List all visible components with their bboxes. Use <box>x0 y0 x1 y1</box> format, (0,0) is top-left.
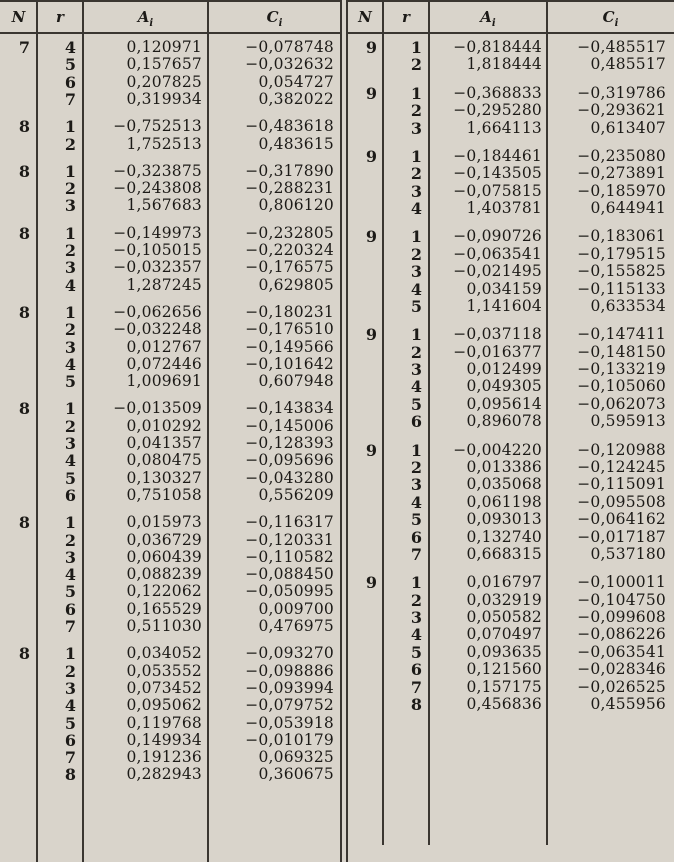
c-value: −0,053918 <box>245 713 334 732</box>
r-value: 2 <box>64 241 76 260</box>
r-value: 7 <box>410 677 422 697</box>
a-value: 0,012767 <box>126 337 202 356</box>
r-value: 5 <box>410 394 422 414</box>
c-value: −0,179515 <box>577 244 666 263</box>
r-value: 1 <box>64 644 76 664</box>
group-n: 9 <box>365 227 377 247</box>
a-value: 0,070497 <box>466 625 542 644</box>
r-value: 3 <box>410 608 422 627</box>
r-value: 3 <box>410 475 422 495</box>
r-value: 3 <box>410 262 422 282</box>
a-value: 0,093013 <box>466 510 542 529</box>
r-value: 3 <box>64 258 76 278</box>
group-n: 8 <box>18 161 30 181</box>
c-value: −0,317890 <box>245 161 334 180</box>
a-value: 0,034159 <box>466 279 542 298</box>
r-value: 1 <box>410 146 422 166</box>
r-value: 4 <box>410 625 422 645</box>
r-value: 2 <box>64 416 76 436</box>
c-value: −0,128393 <box>245 434 334 452</box>
c-value: −0,143834 <box>245 399 334 418</box>
c-value: −0,063541 <box>577 642 666 661</box>
a-value: 0,093635 <box>466 642 542 661</box>
a-value: 0,050582 <box>466 608 542 626</box>
header-a: $A_i$ <box>480 8 496 29</box>
a-value: 1,403781 <box>466 199 542 217</box>
group-n: 9 <box>365 325 377 345</box>
r-value: 4 <box>64 451 76 471</box>
a-value: 0,157657 <box>126 55 202 74</box>
c-value: −0,115091 <box>577 475 666 494</box>
r-value: 1 <box>64 223 76 243</box>
c-value: 0,613407 <box>590 118 666 137</box>
a-value: −0,243808 <box>113 179 202 198</box>
a-value: 0,668315 <box>466 544 542 563</box>
table-header-left <box>0 0 341 34</box>
c-value: 0,069325 <box>258 748 334 767</box>
group-n: 9 <box>365 38 377 57</box>
r-value: 2 <box>410 244 422 264</box>
r-value: 3 <box>64 547 76 567</box>
a-value: 0,119768 <box>126 713 202 732</box>
c-value: −0,155825 <box>577 262 666 281</box>
r-value: 5 <box>64 55 76 75</box>
a-value: 1,141604 <box>466 296 542 315</box>
c-value: 0,806120 <box>258 196 334 215</box>
a-value: −0,105015 <box>113 241 202 259</box>
c-value: −0,232805 <box>245 223 334 242</box>
c-value: −0,079752 <box>245 696 334 715</box>
r-value: 6 <box>64 730 76 750</box>
a-value: −0,032357 <box>113 258 202 277</box>
a-value: 0,073452 <box>126 678 202 697</box>
column-divider <box>340 0 342 862</box>
a-value: 0,034052 <box>126 644 202 663</box>
c-value: −0,032632 <box>245 55 334 74</box>
a-value: 0,751058 <box>126 485 202 504</box>
r-value: 1 <box>410 83 422 103</box>
c-value: −0,095696 <box>245 451 334 470</box>
c-value: −0,115133 <box>577 279 666 298</box>
header-a: $A_i$ <box>137 8 154 29</box>
r-value: 5 <box>64 468 76 488</box>
a-value: 0,095062 <box>126 696 202 715</box>
r-value: 8 <box>64 765 76 785</box>
header-n: N <box>358 8 372 26</box>
a-value: 1,664113 <box>466 118 542 137</box>
column-divider <box>346 0 348 862</box>
c-value: −0,099608 <box>577 608 666 626</box>
c-value: −0,088450 <box>245 565 334 584</box>
a-value: −0,063541 <box>453 244 542 263</box>
c-value: −0,180231 <box>245 302 334 321</box>
c-value: 0,054727 <box>258 72 334 91</box>
group-n: 9 <box>365 573 377 593</box>
c-value: −0,043280 <box>245 468 334 487</box>
r-value: 4 <box>410 377 422 397</box>
c-value: −0,116317 <box>245 513 334 532</box>
c-value: 0,382022 <box>258 89 334 108</box>
a-value: −0,184461 <box>453 146 542 165</box>
c-value: −0,124245 <box>577 457 666 476</box>
a-value: −0,032248 <box>113 320 202 339</box>
c-value: 0,633534 <box>590 296 666 315</box>
group-n: 9 <box>365 440 377 460</box>
r-value: 6 <box>410 412 422 432</box>
r-value: 2 <box>410 457 422 477</box>
c-value: −0,293621 <box>577 101 666 120</box>
r-value: 7 <box>410 544 422 564</box>
a-value: 0,095614 <box>466 394 542 413</box>
r-value: 5 <box>410 510 422 530</box>
c-value: 0,476975 <box>258 617 334 635</box>
r-value: 4 <box>410 492 422 512</box>
r-value: 3 <box>410 118 422 138</box>
r-value: 2 <box>410 342 422 362</box>
a-value: −0,295280 <box>453 101 542 120</box>
r-value: 1 <box>64 302 76 322</box>
a-value: 0,053552 <box>126 661 202 680</box>
c-value: −0,288231 <box>245 179 334 198</box>
c-value: −0,120331 <box>245 530 334 549</box>
r-value: 4 <box>64 38 76 57</box>
c-value: 0,537180 <box>590 544 666 563</box>
a-value: −0,062656 <box>113 302 202 321</box>
c-value: −0,273891 <box>577 164 666 183</box>
a-value: 1,009691 <box>126 372 202 391</box>
r-value: 3 <box>64 196 76 216</box>
c-value: −0,145006 <box>245 416 334 435</box>
r-value: 1 <box>64 161 76 181</box>
c-value: −0,095508 <box>577 492 666 511</box>
c-value: −0,101642 <box>245 354 334 373</box>
r-value: 2 <box>410 101 422 121</box>
r-value: 3 <box>410 360 422 379</box>
header-n: N <box>11 8 26 26</box>
group-n: 8 <box>18 399 30 419</box>
c-value: 0,360675 <box>258 765 334 784</box>
r-value: 6 <box>410 660 422 680</box>
r-value: 4 <box>64 565 76 585</box>
a-value: −0,149973 <box>113 223 202 242</box>
r-value: 6 <box>64 599 76 619</box>
r-value: 6 <box>64 485 76 505</box>
group-n: 9 <box>365 83 377 103</box>
r-value: 2 <box>410 164 422 184</box>
a-value: −0,037118 <box>453 325 542 344</box>
r-value: 5 <box>64 582 76 602</box>
c-value: −0,010179 <box>245 730 334 749</box>
r-value: 2 <box>64 134 76 154</box>
a-value: 0,896078 <box>466 412 542 431</box>
a-value: 0,207825 <box>126 72 202 91</box>
a-value: 1,287245 <box>126 275 202 294</box>
c-value: −0,110582 <box>245 547 334 566</box>
a-value: 0,130327 <box>126 468 202 487</box>
r-value: 4 <box>410 279 422 299</box>
r-value: 2 <box>64 179 76 199</box>
a-value: 1,567683 <box>126 196 202 215</box>
c-value: −0,185970 <box>577 181 666 200</box>
c-value: −0,149566 <box>245 337 334 356</box>
r-value: 1 <box>410 440 422 460</box>
c-value: −0,093994 <box>245 678 334 697</box>
group-n: 8 <box>18 117 30 137</box>
a-value: −0,368833 <box>453 83 542 102</box>
c-value: −0,078748 <box>245 38 334 56</box>
column-divider <box>546 0 548 845</box>
r-value: 7 <box>64 617 76 636</box>
r-value: 2 <box>64 320 76 340</box>
a-value: −0,016377 <box>453 342 542 361</box>
a-value: 0,049305 <box>466 377 542 396</box>
a-value: −0,323875 <box>113 161 202 180</box>
a-value: 0,157175 <box>466 677 542 696</box>
r-value: 8 <box>410 695 422 714</box>
c-value: −0,176510 <box>245 320 334 339</box>
a-value: 0,060439 <box>126 547 202 566</box>
a-value: 0,032919 <box>466 590 542 609</box>
a-value: 0,016797 <box>466 573 542 592</box>
r-value: 3 <box>64 678 76 698</box>
a-value: −0,021495 <box>453 262 542 281</box>
a-value: 0,035068 <box>466 475 542 494</box>
a-value: 0,036729 <box>126 530 202 549</box>
a-value: −0,090726 <box>453 227 542 246</box>
a-value: 0,511030 <box>126 617 202 635</box>
header-c: $C_i$ <box>602 8 619 29</box>
c-value: 0,556209 <box>258 485 334 504</box>
a-value: 0,121560 <box>466 660 542 679</box>
r-value: 1 <box>64 513 76 533</box>
r-value: 1 <box>410 325 422 345</box>
header-r: r <box>402 8 410 26</box>
c-value: −0,104750 <box>577 590 666 609</box>
r-value: 4 <box>64 275 76 295</box>
c-value: −0,220324 <box>245 241 334 259</box>
c-value: −0,176575 <box>245 258 334 277</box>
r-value: 2 <box>64 661 76 681</box>
c-value: −0,017187 <box>577 527 666 546</box>
a-value: 0,282943 <box>126 765 202 784</box>
group-n: 7 <box>18 38 30 57</box>
c-value: 0,595913 <box>590 412 666 431</box>
a-value: 0,132740 <box>466 527 542 546</box>
r-value: 6 <box>410 527 422 547</box>
a-value: 0,319934 <box>126 89 202 108</box>
r-value: 1 <box>410 227 422 247</box>
r-value: 5 <box>64 372 76 392</box>
c-value: −0,147411 <box>577 325 666 344</box>
a-value: −0,143505 <box>453 164 542 183</box>
a-value: −0,013509 <box>113 399 202 418</box>
r-value: 5 <box>410 296 422 316</box>
c-value: 0,644941 <box>590 199 666 217</box>
r-value: 6 <box>64 72 76 92</box>
a-value: −0,075815 <box>453 181 542 200</box>
c-value: −0,483618 <box>245 117 334 136</box>
r-value: 5 <box>64 713 76 733</box>
c-value: −0,086226 <box>577 625 666 644</box>
header-c: $C_i$ <box>266 8 283 29</box>
group-n: 9 <box>365 146 377 166</box>
a-value: 0,041357 <box>126 434 202 452</box>
r-value: 3 <box>410 181 422 201</box>
r-value: 2 <box>410 590 422 610</box>
c-value: 0,629805 <box>258 275 334 294</box>
r-value: 4 <box>64 354 76 374</box>
r-value: 1 <box>64 117 76 137</box>
r-value: 1 <box>410 573 422 593</box>
c-value: −0,133219 <box>577 360 666 378</box>
c-value: 0,607948 <box>258 372 334 391</box>
c-value: 0,483615 <box>258 134 334 153</box>
a-value: 0,191236 <box>126 748 202 767</box>
c-value: −0,100011 <box>577 573 666 592</box>
a-value: 0,165529 <box>126 599 202 618</box>
r-value: 4 <box>64 696 76 716</box>
c-value: −0,319786 <box>577 83 666 102</box>
a-value: 0,010292 <box>126 416 202 435</box>
c-value: −0,062073 <box>577 394 666 413</box>
r-value: 4 <box>410 199 422 218</box>
r-value: 3 <box>64 337 76 357</box>
c-value: −0,183061 <box>577 227 666 246</box>
r-value: 7 <box>64 89 76 109</box>
c-value: −0,028346 <box>577 660 666 679</box>
c-value: −0,064162 <box>577 510 666 529</box>
table-header-right <box>347 0 674 34</box>
c-value: 0,455956 <box>590 695 666 713</box>
a-value: −0,752513 <box>113 117 202 136</box>
a-value: −0,818444 <box>453 38 542 56</box>
a-value: 0,149934 <box>126 730 202 749</box>
group-n: 8 <box>18 223 30 243</box>
column-divider <box>428 0 430 845</box>
c-value: −0,026525 <box>577 677 666 696</box>
a-value: 0,456836 <box>466 695 542 713</box>
r-value: 2 <box>64 530 76 550</box>
column-divider <box>207 0 209 862</box>
c-value: 0,485517 <box>590 55 666 74</box>
c-value: −0,485517 <box>577 38 666 56</box>
a-value: 0,080475 <box>126 451 202 470</box>
c-value: −0,098886 <box>245 661 334 680</box>
c-value: −0,093270 <box>245 644 334 663</box>
a-value: 1,752513 <box>126 134 202 153</box>
a-value: 1,818444 <box>466 55 542 74</box>
column-divider <box>82 0 84 862</box>
c-value: 0,009700 <box>258 599 334 618</box>
header-r: r <box>56 8 64 26</box>
c-value: −0,148150 <box>577 342 666 361</box>
r-value: 2 <box>410 55 422 75</box>
a-value: −0,004220 <box>453 440 542 459</box>
group-n: 8 <box>18 513 30 533</box>
a-value: 0,120971 <box>126 38 202 56</box>
a-value: 0,088239 <box>126 565 202 584</box>
a-value: 0,012499 <box>466 360 542 378</box>
r-value: 5 <box>410 642 422 662</box>
a-value: 0,013386 <box>466 457 542 476</box>
a-value: 0,015973 <box>126 513 202 532</box>
column-divider <box>36 0 38 862</box>
c-value: −0,050995 <box>245 582 334 601</box>
r-value: 1 <box>410 38 422 57</box>
c-value: −0,235080 <box>577 146 666 165</box>
a-value: 0,072446 <box>126 354 202 373</box>
r-value: 7 <box>64 748 76 768</box>
a-value: 0,122062 <box>126 582 202 601</box>
column-divider <box>382 0 384 845</box>
a-value: 0,061198 <box>466 492 542 511</box>
group-n: 8 <box>18 302 30 322</box>
r-value: 1 <box>64 399 76 419</box>
r-value: 3 <box>64 434 76 453</box>
c-value: −0,105060 <box>577 377 666 396</box>
group-n: 8 <box>18 644 30 664</box>
c-value: −0,120988 <box>577 440 666 459</box>
